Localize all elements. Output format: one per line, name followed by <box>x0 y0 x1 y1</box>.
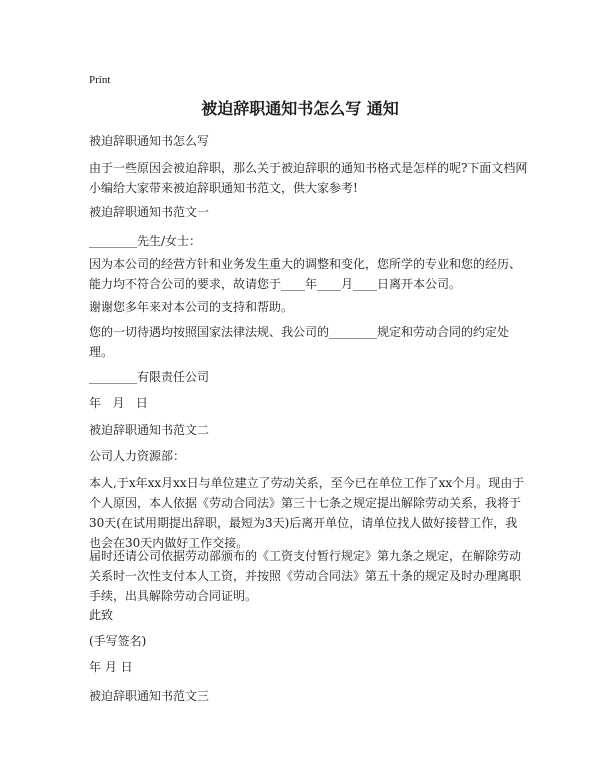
sample2-body2: 届时还请公司依据劳动部颁布的《工资支付暂行规定》第九条之规定，在解除劳动关系时一次性支付本人工资，并按照《劳动合同法》第五十条的规定及时办理离职手续，出具解除劳动合同证明。 <box>89 549 522 603</box>
sample2-heading: 被迫辞职通知书范文二 <box>89 423 210 437</box>
subheading: 被迫辞职通知书怎么写 <box>89 134 210 148</box>
sample1-heading: 被迫辞职通知书范文一 <box>89 205 210 219</box>
sample1-salutation: ________先生/女士： <box>89 234 202 248</box>
sample2-signature: (手写签名) <box>89 634 147 648</box>
sample3-heading: 被迫辞职通知书范文三 <box>89 689 210 703</box>
print-label: Print <box>89 74 111 86</box>
document-title: 被迫辞职通知书怎么写 通知 <box>201 99 399 118</box>
sample2-body1: 本人,于x年xx月xx日与单位建立了劳动关系，至今已在单位工作了xx个月。现由于个人原因，本人依据《劳动合同法》第三十七条之规定提出解除劳动关系，我将于30天(在试用期提出辞职，最短为3天)后离开单位，请单位找人做好接替工作，我也会在30天内做好工作交接。 <box>89 476 525 550</box>
sample1-body2: 谢谢您多年来对本公司的支持和帮助。 <box>89 300 294 314</box>
intro-paragraph: 由于一些原因会被迫辞职，那么关于被迫辞职的通知书格式是怎样的呢?下面文档网小编给大家带来被迫辞职通知书范文，供大家参考! <box>89 161 528 195</box>
sample1-body1: 因为本公司的经营方针和业务发生重大的调整和变化，您所学的专业和您的经历、能力均不符合公司的要求，故请您于____年____月____日离开本公司。 <box>89 257 522 291</box>
sample1-body3: 您的一切待遇均按照国家法律法规、我公司的________规定和劳动合同的约定处理。 <box>89 325 510 359</box>
sample1-date: 年 月 日 <box>89 396 148 410</box>
sample1-company: ________有限责任公司 <box>89 370 210 384</box>
sample2-date: 年 月 日 <box>89 660 133 674</box>
sample2-recipient: 公司人力资源部： <box>89 449 186 463</box>
sample2-closing: 此致 <box>89 608 114 622</box>
